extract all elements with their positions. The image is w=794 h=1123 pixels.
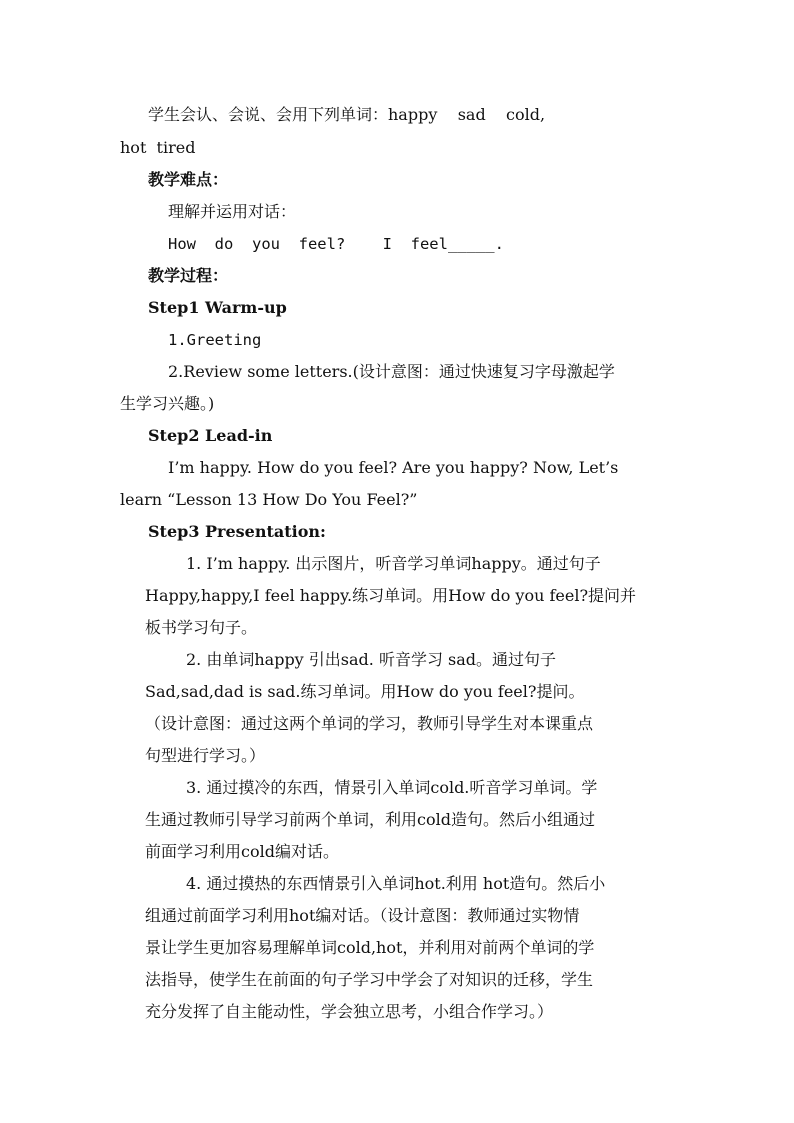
step3-item-2-cont: Sad,sad,dad is sad.练习单词。用How do you feel?提问。: [145, 682, 585, 701]
step1-item-1: 1.Greeting: [168, 331, 262, 349]
step2-text: I’m happy. How do you feel? Are you happy? Now, Let’s: [168, 458, 619, 477]
step3-item-1: 1. I’m happy. 出示图片，听音学习单词happy。通过句子: [186, 554, 601, 573]
step3-item-4-cont4: 充分发挥了自主能动性，学会独立思考，小组合作学习。）: [145, 1002, 554, 1021]
step1-heading: Step1 Warm-up: [148, 298, 287, 317]
step3-item-4-cont3: 法指导，使学生在前面的句子学习中学会了对知识的迁移，学生: [145, 970, 594, 989]
step3-item-2: 2. 由单词happy 引出sad. 听音学习 sad。通过句子: [186, 650, 557, 669]
step3-item-3-cont: 生通过教师引导学习前两个单词，利用cold造句。然后小组通过: [145, 810, 595, 829]
design-intent-1: （设计意图：通过这两个单词的学习，教师引导学生对本课重点: [145, 714, 594, 733]
heading-process: 教学过程：: [148, 266, 229, 285]
step1-item-2: 2.Review some letters.(设计意图：通过快速复习字母激起学: [168, 362, 615, 381]
step3-item-1-cont2: 板书学习句子。: [145, 618, 258, 637]
step3-item-4-cont: 组通过前面学习利用hot编对话。（设计意图：教师通过实物情: [145, 906, 580, 925]
objective-words-line-cont: hot tired: [120, 138, 196, 157]
difficulty-text: 理解并运用对话：: [168, 202, 297, 221]
step1-item-2-cont: 生学习兴趣。): [120, 394, 215, 413]
step3-heading: Step3 Presentation:: [148, 522, 326, 541]
step2-text-cont: learn “Lesson 13 How Do You Feel?”: [120, 490, 418, 509]
step2-heading: Step2 Lead-in: [148, 426, 273, 445]
objective-words-line: 学生会认、会说、会用下列单词：happy sad cold,: [148, 105, 546, 124]
dialogue-pattern: How do you feel? I feel_____.: [168, 235, 504, 253]
step3-item-3: 3. 通过摸冷的东西，情景引入单词cold.听音学习单词。学: [186, 778, 598, 797]
step3-item-4: 4. 通过摸热的东西情景引入单词hot.利用 hot造句。然后小: [186, 874, 606, 893]
step3-item-4-cont2: 景让学生更加容易理解单词cold,hot，并利用对前两个单词的学: [145, 938, 595, 957]
heading-difficulties: 教学难点：: [148, 170, 229, 189]
step3-item-1-cont: Happy,happy,I feel happy.练习单词。用How do you feel?提问并: [145, 586, 637, 605]
step3-item-3-cont2: 前面学习利用cold编对话。: [145, 842, 339, 861]
design-intent-1-cont: 句型进行学习。）: [145, 746, 266, 765]
